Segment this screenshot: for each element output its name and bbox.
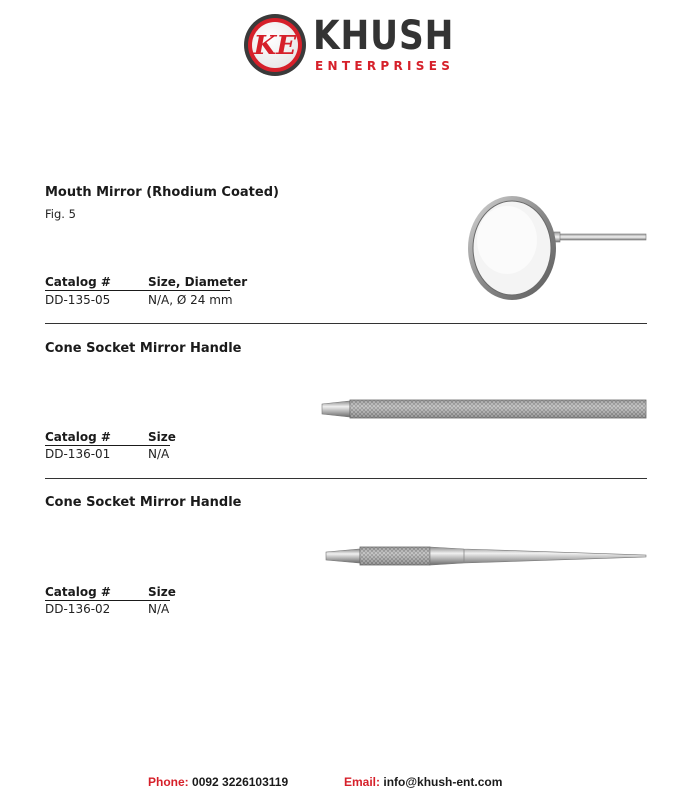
product-1-header-rule (45, 290, 230, 291)
email-address[interactable]: info@khush-ent.com (383, 775, 503, 789)
phone-number[interactable]: 0092 3226103119 (192, 775, 289, 789)
product-3-header-rule (45, 600, 170, 601)
product-3-catalog-value: DD-136-02 (45, 602, 111, 616)
product-3-title: Cone Socket Mirror Handle (45, 495, 242, 510)
logo-monogram: KE (253, 31, 297, 61)
product-1-catalog-header: Catalog # (45, 275, 111, 289)
phone-label: Phone: (148, 775, 189, 789)
mouth-mirror-icon (462, 190, 648, 306)
product-3-catalog-header: Catalog # (45, 585, 111, 599)
product-2-title: Cone Socket Mirror Handle (45, 341, 242, 356)
product-1-title: Mouth Mirror (Rhodium Coated) (45, 185, 279, 200)
logo-wordmark: KHUSH (313, 13, 455, 59)
product-1-catalog-value: DD-135-05 (45, 293, 111, 307)
footer-email (344, 775, 502, 789)
product-2-size-value: N/A (148, 447, 170, 461)
product-1-size-header: Size, Diameter (148, 275, 248, 289)
section-divider (45, 323, 647, 324)
email-label: Email: (344, 775, 381, 789)
straight-handle-icon (320, 398, 648, 420)
section-divider (45, 478, 647, 479)
product-2-catalog-value: DD-136-01 (45, 447, 111, 461)
logo-emblem-icon (242, 12, 308, 78)
product-3-size-header: Size (148, 585, 176, 599)
product-2-header-rule (45, 445, 170, 446)
company-logo (242, 12, 455, 78)
product-2-size-header: Size (148, 430, 176, 444)
product-1-size-value: N/A, Ø 24 mm (148, 293, 233, 307)
tapered-handle-icon (324, 543, 648, 569)
product-1-figure-label: Fig. 5 (45, 207, 76, 221)
logo-tagline: ENTERPRISES (315, 59, 455, 73)
product-3-size-value: N/A (148, 602, 170, 616)
footer-phone (148, 775, 288, 789)
product-2-catalog-header: Catalog # (45, 430, 111, 444)
